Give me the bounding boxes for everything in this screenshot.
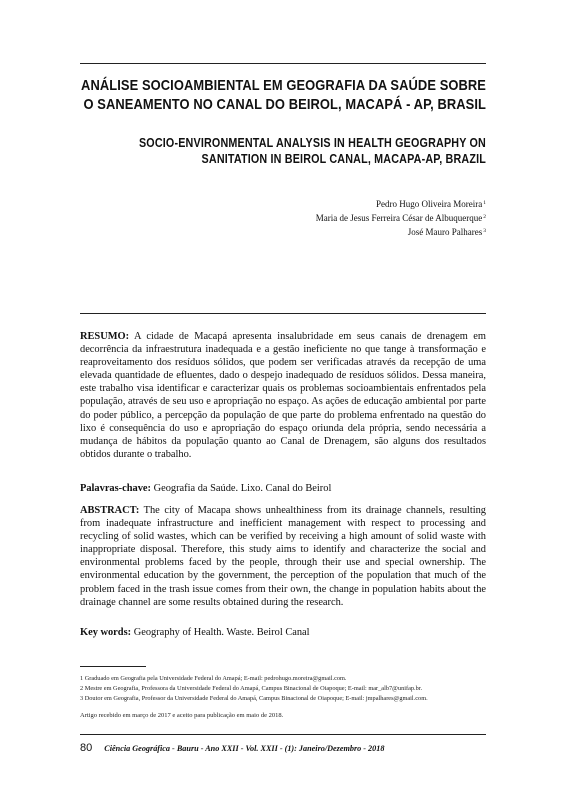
author-3: José Mauro Palhares$^3$: [407, 227, 486, 237]
author-1-ref: 1: [483, 200, 486, 206]
title-en-line-2: SANITATION IN BEIROL CANAL, MACAPA-AP, BRAZIL: [201, 152, 486, 166]
key-words-label: Key words:: [80, 627, 132, 638]
page-number: 80: [80, 742, 93, 754]
footnote-3: 3 Doutor em Geografia, Professor da Universidade Federal do Amapá, Campus Binacional de Oiapoque; E-mail: jmpalhares@gmail.com.: [80, 695, 428, 702]
palavras-chave-label: Palavras-chave:: [80, 483, 151, 494]
received-note: Artigo recebido em março de 2017 e aceito para publicação em maio de 2018.: [80, 712, 284, 719]
author-2-ref: 2: [483, 214, 486, 220]
abstract-text: The city of Macapa shows unhealthiness from its drainage channels, resulting from inadequate infrastructure and inefficient management with respect to processing and recycling of solid wastes, which can be verified by receiving a high amount of solid waste with inappropriate disposal. Therefore, this study aims to identify and characterize the social and environmental problems faced by the people, through their use and special ownership. The environmental education by the government, the perception of the population that much of the problem faced in the trash issue comes from their own, the change in population habits about the drainage channel are some results obtained during the research.: [80, 505, 486, 608]
resumo-text: A cidade de Macapá apresenta insalubridade em seus canais de drenagem em decorrência da infraestrutura inadequada e a gestão ineficiente no que tange à transformação e reaproveitamento dos resíduos sólidos, que podem ser verificadas através da recepção de uma elevada quantidade de efluentes, dado o despejo inadequado de resíduos sólidos. Dessa maneira, este trabalho visa identificar e caracterizar quais os problemas socioambientais enfrentados pela população, através de seu uso e apropriação no espaço. As ações de educação ambiental por parte do poder público, a percepção da população de que parte do problema enfrentado na questão do lixo é consequência do uso e apropriação do espaço oriunda dela própria, sendo necessária a mudança de hábitos da população quanto ao Canal de Drenagem, são alguns dos resultados obtidos durante o trabalho.: [80, 331, 486, 460]
palavras-chave-paragraph: [80, 482, 486, 495]
title-en-line-1: SOCIO-ENVIRONMENTAL ANALYSIS IN HEALTH GEOGRAPHY ON: [138, 136, 486, 150]
footnotes: [80, 674, 486, 704]
title-pt-line-1: ANÁLISE SOCIOAMBIENTAL EM GEOGRAFIA DA SAÚDE SOBRE: [81, 77, 487, 94]
footnote-2: 2 Mestre em Geografia, Professora da Universidade Federal do Amapá, Campus Binacional de Oiapoque; E-mail: mar_alb7@unifap.br.: [80, 685, 423, 692]
key-words-paragraph: [80, 626, 486, 639]
author-list: [200, 197, 486, 239]
resumo-label: RESUMO:: [80, 331, 130, 342]
section-rule: [80, 313, 486, 314]
title-pt-line-2: O SANEAMENTO NO CANAL DO BEIROL, MACAPÁ - AP, BRASIL: [83, 96, 487, 113]
abstract-paragraph: [80, 504, 486, 609]
title-portuguese: [80, 76, 486, 114]
top-rule: [80, 63, 486, 64]
footnote-1: 1 Graduado em Geografia pela Universidade Federal do Amapá; E-mail: pedrohugo.moreira@gmail.com.: [80, 675, 347, 682]
title-english: [80, 135, 486, 167]
author-1: Pedro Hugo Oliveira Moreira$^1$: [376, 199, 486, 209]
abstract-label: ABSTRACT:: [80, 505, 140, 516]
palavras-chave-text: Geografia da Saúde. Lixo. Canal do Beirol: [153, 483, 332, 494]
footnote-rule: [80, 666, 146, 667]
key-words-text: Geography of Health. Waste. Beirol Canal: [133, 627, 310, 638]
journal-citation: Ciência Geográfica - Bauru - Ano XXII - Vol. XXII - (1): Janeiro/Dezembro - 2018: [104, 744, 385, 753]
footer-rule: [80, 734, 486, 735]
page-footer: [80, 742, 486, 755]
author-3-ref: 3: [483, 228, 486, 234]
resumo-paragraph: [80, 330, 486, 461]
author-2: Maria de Jesus Ferreira César de Albuquerque$^2$: [315, 213, 486, 223]
